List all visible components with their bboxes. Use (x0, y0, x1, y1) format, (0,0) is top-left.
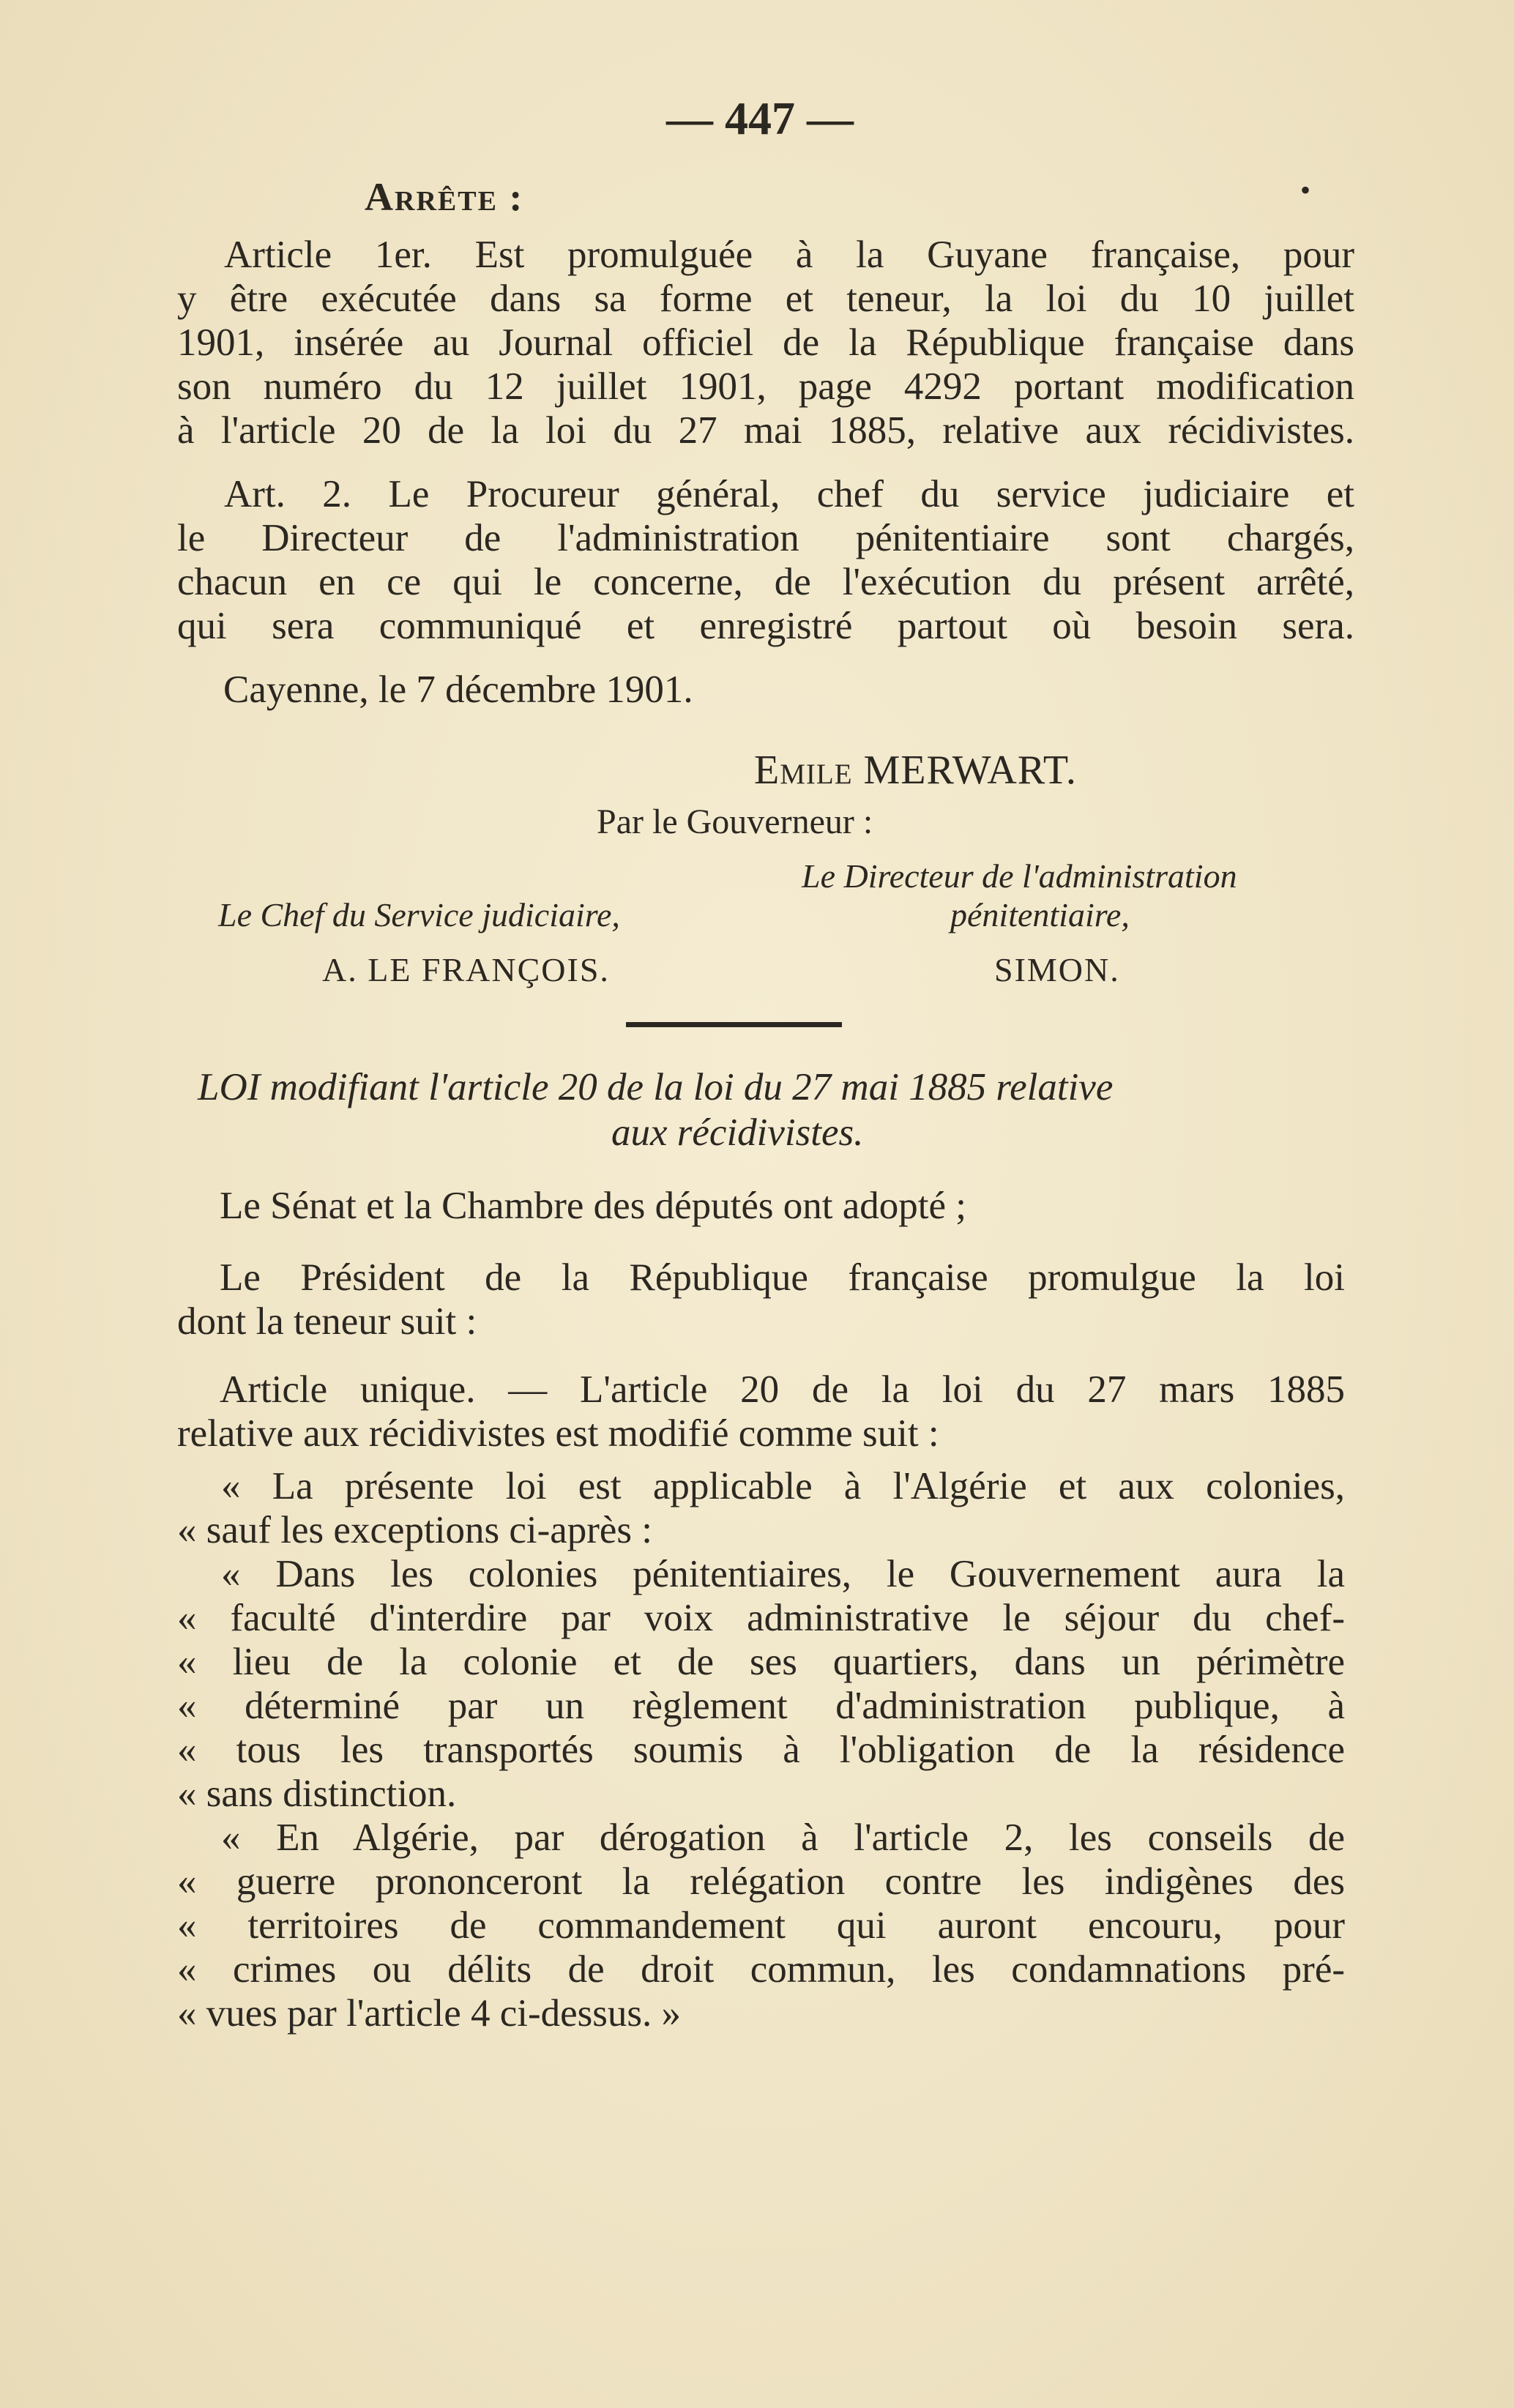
quoted-line: « En Algérie, par dérogation à l'article 2, les conseils de (221, 1816, 1345, 1859)
right-title-1: Le Directeur de l'administration (802, 857, 1237, 895)
article-2-line: qui sera communiqué et enregistré partout où besoin sera. (177, 605, 1354, 647)
bullet-mark: • (1300, 174, 1311, 206)
article-1 (177, 233, 1354, 452)
president-line: Le Président de la République française promulgue la loi (220, 1256, 1345, 1299)
article-unique (177, 1368, 1345, 1455)
article-1-line: Article 1er. Est promulguée à la Guyane française, pour (224, 234, 1354, 276)
quoted-line: « sans distinction. (177, 1773, 457, 1815)
article-1-line: son numéro du 12 juillet 1901, page 4292 portant modification (177, 365, 1354, 408)
quoted-line: « déterminé par un règlement d'administration publique, à (177, 1685, 1345, 1727)
by-governor: Par le Gouverneur : (597, 802, 873, 841)
page-number: — 447 — (666, 92, 854, 144)
article-1-line: à l'article 20 de la loi du 27 mai 1885, relative aux récidivistes. (177, 409, 1354, 452)
quoted-line: « territoires de commandement qui auront encouru, pour (177, 1904, 1345, 1947)
quoted-line: « vues par l'article 4 ci-dessus. » (177, 1992, 682, 2035)
president-line: dont la teneur suit : (177, 1300, 477, 1343)
senat-line: Le Sénat et la Chambre des députés ont adopté ; (220, 1185, 966, 1227)
quoted-law-text (177, 1464, 1345, 2035)
article-unique-line: relative aux récidivistes est modifié comme suit : (177, 1412, 939, 1455)
article-2-line: chacun en ce qui le concerne, de l'exécution du présent arrêté, (177, 561, 1354, 603)
right-name: SIMON. (994, 951, 1120, 988)
article-2-line: le Directeur de l'administration pénitentiaire sont chargés, (177, 517, 1354, 559)
loi-title-line-2: aux récidivistes. (611, 1111, 864, 1154)
quoted-line: « lieu de la colonie et de ses quartiers, dans un périmètre (177, 1641, 1345, 1683)
quoted-line: « La présente loi est applicable à l'Algérie et aux colonies, (221, 1465, 1345, 1507)
left-title: Le Chef du Service judiciaire, (218, 896, 620, 933)
quoted-line: « guerre prononceront la relégation contre les indigènes des (177, 1860, 1345, 1903)
quoted-line: « crimes ou délits de droit commun, les condamnations pré- (177, 1948, 1345, 1991)
article-2 (177, 472, 1354, 648)
left-name: A. LE FRANÇOIS. (322, 951, 610, 988)
article-2-line: Art. 2. Le Procureur général, chef du service judiciaire et (224, 473, 1354, 515)
president-paragraph (177, 1256, 1345, 1343)
arrete-heading: Arrête : (365, 175, 524, 219)
quoted-line: « Dans les colonies pénitentiaires, le Gouvernement aura la (221, 1553, 1345, 1595)
date-line: Cayenne, le 7 décembre 1901. (223, 668, 693, 711)
quoted-line: « faculté d'interdire par voix administrative le séjour du chef- (177, 1597, 1345, 1639)
article-unique-line: Article unique. — L'article 20 de la loi du 27 mars 1885 (220, 1368, 1345, 1411)
article-1-line: y être exécutée dans sa forme et teneur, la loi du 10 juillet (177, 277, 1354, 320)
governor-signature: Emile MERWART. (754, 748, 1077, 793)
quoted-line: « sauf les exceptions ci-après : (177, 1509, 653, 1551)
loi-title-line-1: LOI modifiant l'article 20 de la loi du 27 mai 1885 relative (198, 1066, 1114, 1108)
quoted-line: « tous les transportés soumis à l'obligation de la résidence (177, 1729, 1345, 1771)
section-divider (626, 1022, 842, 1027)
right-title-2: pénitentiaire, (950, 896, 1130, 933)
article-1-line: 1901, insérée au Journal officiel de la République française dans (177, 321, 1354, 364)
